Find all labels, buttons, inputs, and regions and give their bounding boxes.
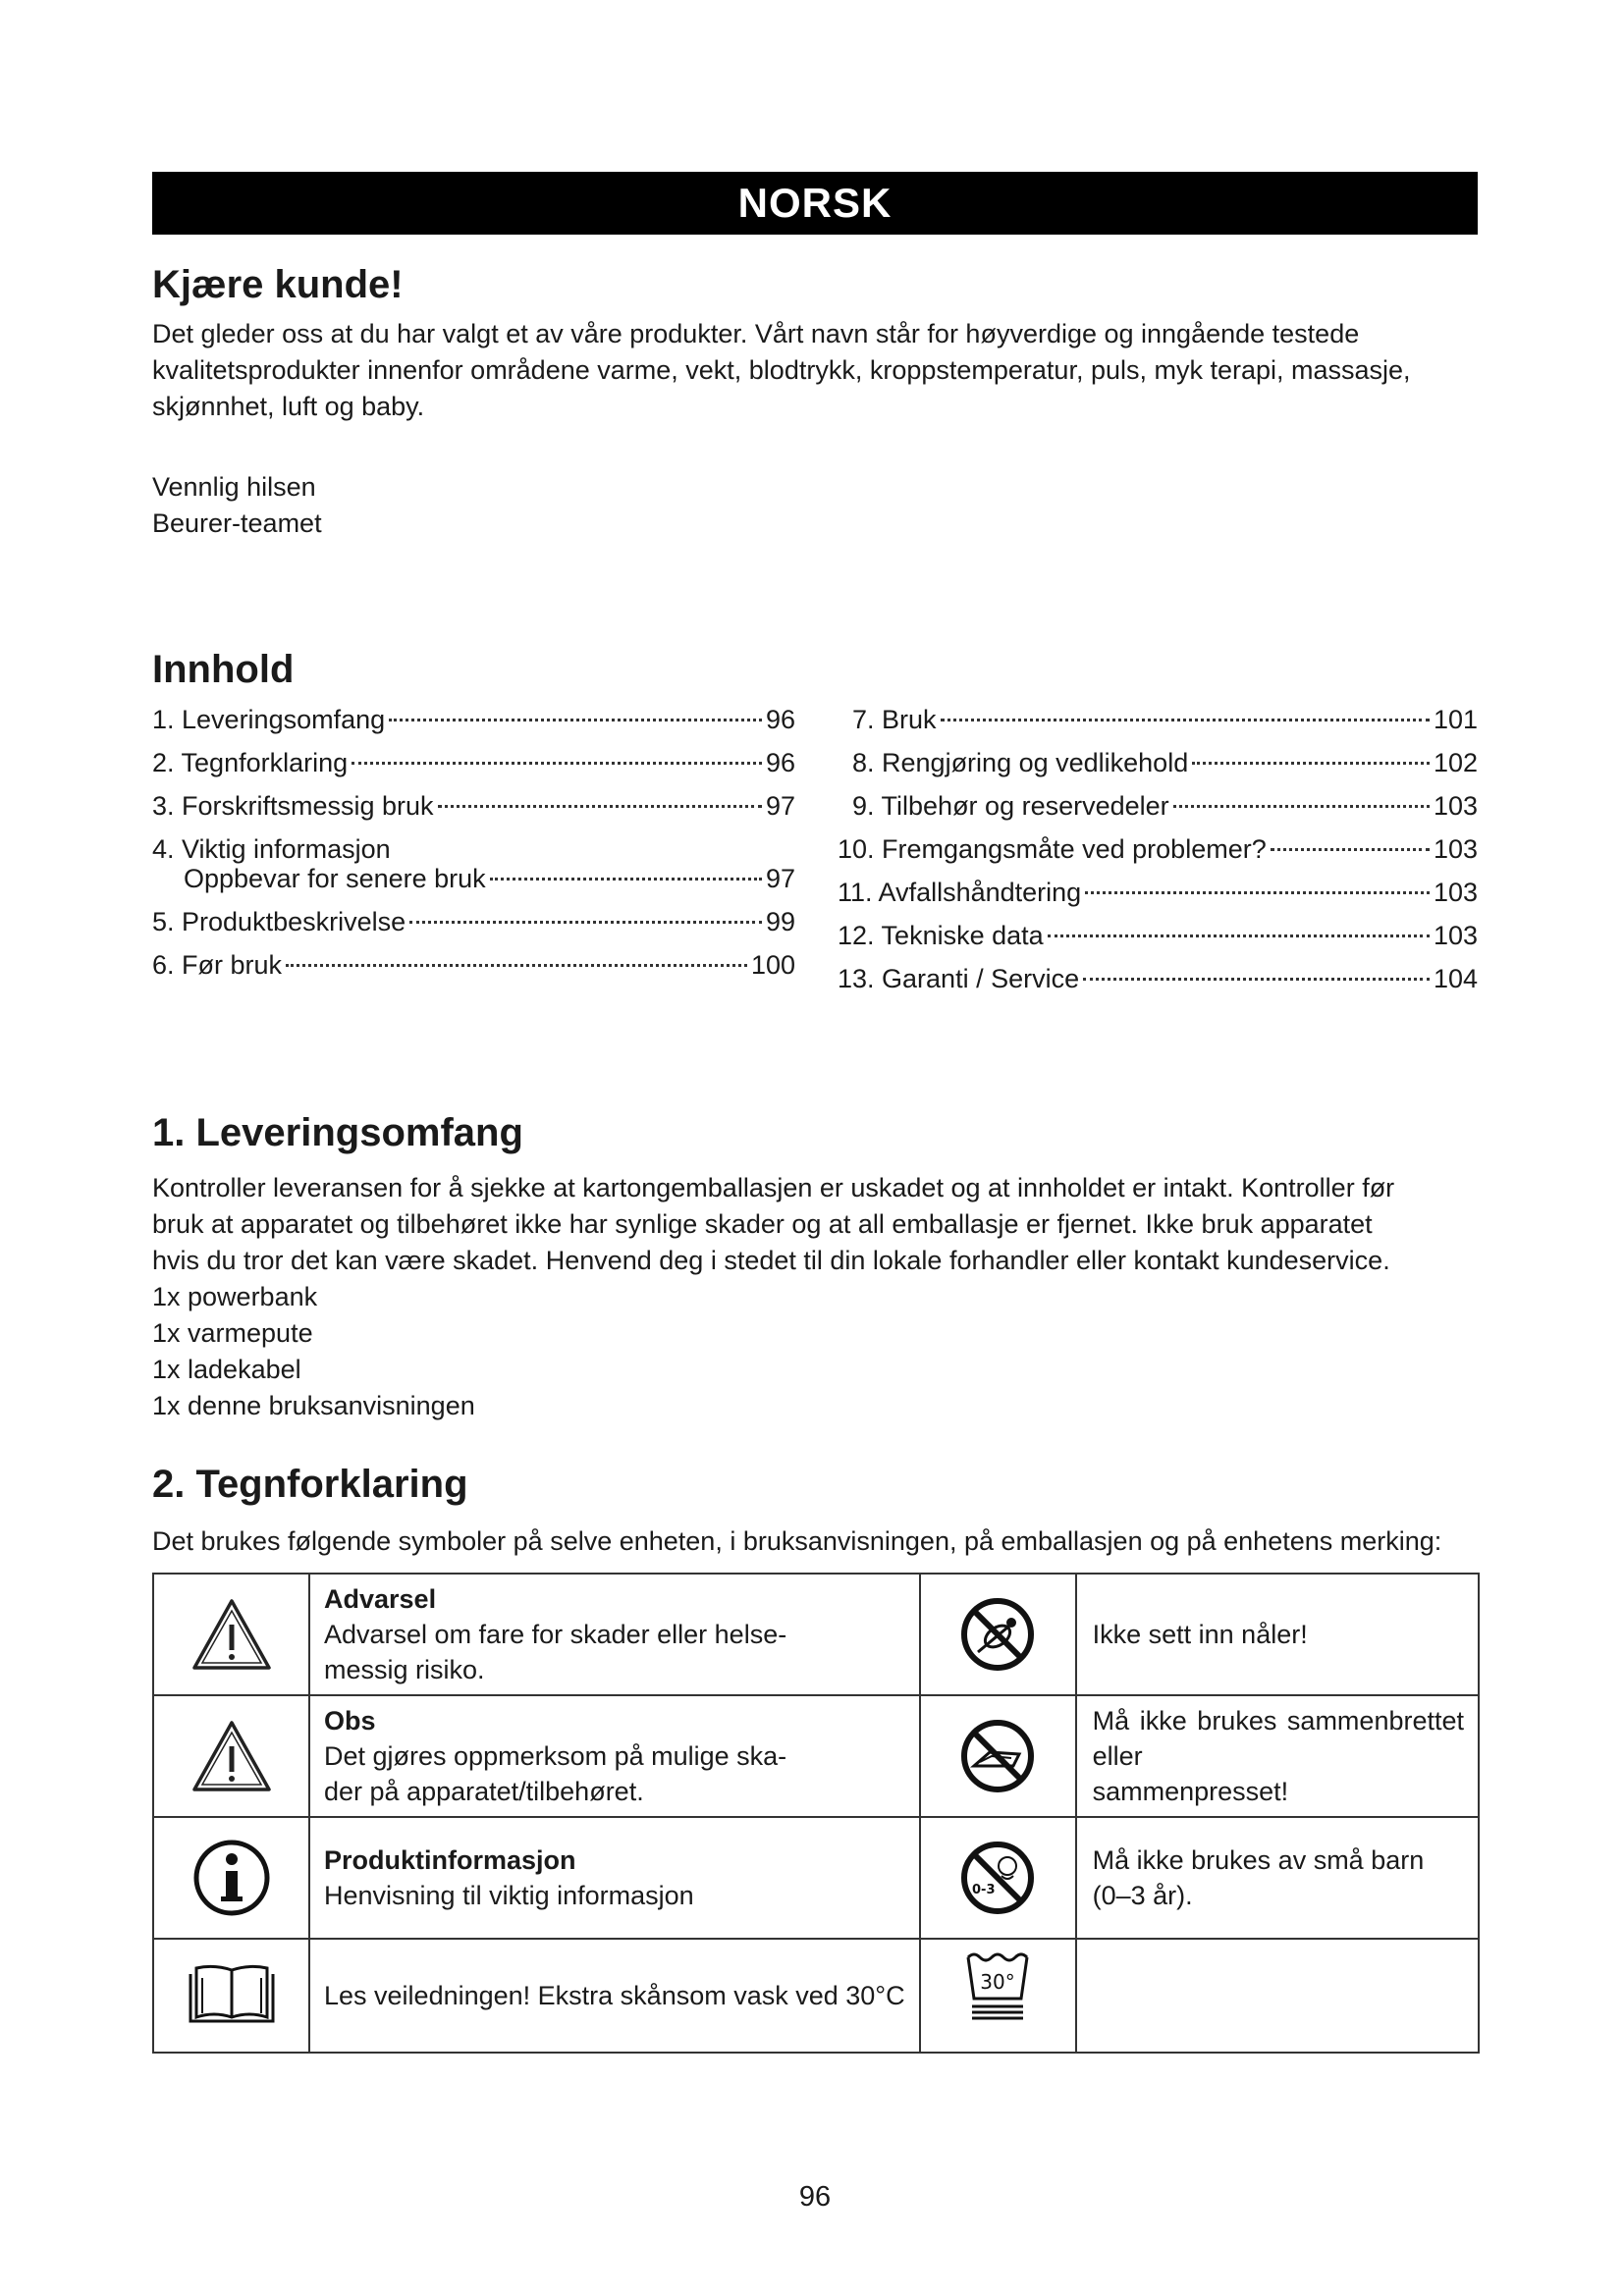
symbol-title: Advarsel — [324, 1584, 437, 1614]
no-folding-icon — [921, 1717, 1075, 1795]
section-1-title: 1. Leveringsomfang — [152, 1111, 523, 1154]
toc-page: 104 — [1433, 964, 1478, 993]
toc-leader — [352, 762, 762, 765]
section-2-title: 2. Tegnforklaring — [152, 1463, 468, 1506]
signoff-line: Vennlig hilsen — [152, 472, 316, 502]
symbol-description — [309, 1574, 920, 1695]
toc-entry[interactable] — [152, 907, 795, 950]
greeting-title: Kjære kunde! — [152, 263, 404, 306]
toc-label: 5. Produktbeskrivelse — [152, 907, 406, 936]
empty-cell — [1076, 1939, 1479, 2053]
page-number: 96 — [798, 2181, 832, 2213]
toc-label: 8. Rengjøring og vedlikehold — [852, 748, 1189, 777]
section-1-line: bruk at apparatet og tilbehøret ikke har synlige skader og at all emballasje er fjernet. Ikke bruk apparatet — [152, 1209, 1373, 1239]
toc-entry[interactable] — [838, 705, 1478, 748]
toc-right-column — [838, 705, 1478, 1007]
symbol-title: Obs — [324, 1706, 376, 1735]
toc-page: 103 — [1433, 791, 1478, 821]
toc-entry[interactable] — [152, 950, 795, 993]
toc-page: 102 — [1433, 748, 1478, 777]
greeting-signoff — [152, 469, 1478, 542]
toc-label: 1. Leveringsomfang — [152, 705, 386, 734]
toc-entry[interactable] — [838, 748, 1478, 791]
toc-label: 13. Garanti / Service — [838, 964, 1080, 993]
symbol-row — [153, 1695, 1479, 1817]
toc-label: Oppbevar for senere bruk — [184, 864, 486, 893]
toc-entry[interactable] — [838, 964, 1478, 1007]
signoff-line: Beurer-teamet — [152, 508, 322, 538]
section-1-body — [152, 1170, 1478, 1424]
symbol-icon-cell — [153, 1817, 309, 1939]
toc-label: 3. Forskriftsmessig bruk — [152, 791, 434, 821]
section-2-intro: Det brukes følgende symboler på selve enheten, i bruksanvisningen, på emballasjen og på enhetens merking: — [152, 1526, 1442, 1556]
toc-entry[interactable] — [838, 834, 1478, 878]
toc-label: 2. Tegnforklaring — [152, 748, 349, 777]
no-needles-icon — [921, 1595, 1075, 1674]
contents-title: Innhold — [152, 648, 295, 691]
toc-label: 11. Avfallshåndtering — [838, 878, 1082, 907]
toc-leader — [941, 719, 1430, 721]
symbol-table — [152, 1573, 1480, 2054]
toc-leader — [490, 878, 762, 881]
age-range-label: 0-3 — [972, 1883, 996, 1897]
symbol-row — [153, 1817, 1479, 1939]
toc-label: 4. Viktig informasjon — [152, 834, 391, 864]
symbol-text: Det gjøres oppmerksom på mulige ska- — [324, 1741, 787, 1771]
symbol-text: Advarsel om fare for skader eller helse- — [324, 1620, 787, 1649]
symbol-text: Les veiledningen! Ekstra skånsom vask ved 30°C — [324, 1981, 905, 2010]
symbol-description — [309, 1939, 920, 2053]
symbol-description — [1076, 1695, 1479, 1817]
info-icon — [154, 1837, 308, 1919]
toc-page: 97 — [765, 864, 795, 893]
wash-temperature-label: 30° — [980, 1970, 1015, 1994]
toc-entry[interactable] — [152, 834, 795, 864]
toc-label: 10. Fremgangsmåte ved problemer? — [838, 834, 1267, 864]
toc-leader — [1083, 978, 1430, 981]
symbol-icon-cell — [920, 1939, 1076, 2053]
delivery-item: 1x denne bruksanvisningen — [152, 1391, 475, 1420]
toc-entry[interactable] — [838, 878, 1478, 921]
symbol-icon-cell — [920, 1817, 1076, 1939]
caution-triangle-icon — [154, 1719, 308, 1793]
symbol-row — [153, 1574, 1479, 1695]
toc-entry[interactable] — [152, 791, 795, 834]
warning-triangle-icon — [154, 1597, 308, 1672]
symbol-description — [1076, 1817, 1479, 1939]
toc-leader — [1048, 934, 1430, 937]
toc-leader — [1173, 805, 1430, 808]
toc-entry[interactable] — [838, 791, 1478, 834]
toc-entry[interactable] — [152, 705, 795, 748]
toc-label: 7. Bruk — [852, 705, 937, 734]
greeting-line: skjønnhet, luft og baby. — [152, 392, 425, 421]
symbol-text: sammenpresset! — [1092, 1777, 1289, 1806]
read-manual-book-icon — [154, 1960, 308, 2031]
section-1-line: hvis du tror det kan være skadet. Henvend deg i stedet til din lokale forhandler eller kontakt kundeservice. — [152, 1246, 1390, 1275]
toc-leader — [409, 921, 762, 924]
toc-leader — [286, 964, 747, 967]
symbol-text: Ikke sett inn nåler! — [1092, 1620, 1308, 1649]
toc-page: 97 — [765, 791, 795, 821]
toc-leader — [438, 805, 762, 808]
greeting-line: kvalitetsprodukter innenfor områdene varme, vekt, blodtrykk, kroppstemperatur, puls, myk terapi, massasje, — [152, 355, 1411, 385]
symbol-icon-cell — [920, 1695, 1076, 1817]
toc-leader — [1271, 848, 1430, 851]
toc-page: 96 — [765, 705, 795, 734]
delivery-item: 1x ladekabel — [152, 1355, 301, 1384]
symbol-icon-cell — [153, 1939, 309, 2053]
greeting-body — [152, 316, 1478, 425]
toc-page: 101 — [1433, 705, 1478, 734]
wash-30-degrees-icon — [921, 1948, 1075, 2022]
symbol-icon-cell — [153, 1695, 309, 1817]
toc-label: 9. Tilbehør og reservedeler — [852, 791, 1169, 821]
language-header-bar — [152, 172, 1478, 235]
no-small-children-icon — [921, 1839, 1075, 1917]
symbol-text: der på apparatet/tilbehøret. — [324, 1777, 644, 1806]
symbol-row — [153, 1939, 1479, 2053]
toc-page: 99 — [765, 907, 795, 936]
symbol-description — [309, 1817, 920, 1939]
toc-label: 12. Tekniske data — [838, 921, 1044, 950]
symbol-description — [309, 1695, 920, 1817]
delivery-item: 1x powerbank — [152, 1282, 318, 1311]
delivery-item: 1x varmepute — [152, 1318, 313, 1348]
toc-page: 103 — [1433, 921, 1478, 950]
toc-leader — [389, 719, 762, 721]
toc-entry[interactable] — [152, 748, 795, 791]
symbol-text: Må ikke brukes av små barn (0–3 år). — [1092, 1845, 1425, 1910]
toc-leader — [1192, 762, 1430, 765]
symbol-text: Må ikke brukes sammenbrettet eller — [1092, 1706, 1464, 1771]
toc-entry[interactable] — [152, 864, 795, 907]
toc-page: 103 — [1433, 834, 1478, 864]
language-label: NORSK — [737, 180, 893, 226]
symbol-text: Henvisning til viktig informasjon — [324, 1881, 694, 1910]
toc-page: 100 — [750, 950, 795, 980]
symbol-icon-cell — [153, 1574, 309, 1695]
section-1-line: Kontroller leveransen for å sjekke at kartongemballasjen er uskadet og at innholdet er intakt. Kontroller før — [152, 1173, 1395, 1202]
toc-label: 6. Før bruk — [152, 950, 283, 980]
symbol-text: messig risiko. — [324, 1655, 485, 1684]
toc-page: 103 — [1433, 878, 1478, 907]
symbol-description — [1076, 1574, 1479, 1695]
greeting-line: Det gleder oss at du har valgt et av våre produkter. Vårt navn står for høyverdige og inngående testede — [152, 319, 1360, 348]
symbol-title: Produktinformasjon — [324, 1845, 576, 1875]
toc-leader — [1085, 891, 1430, 894]
toc-page: 96 — [765, 748, 795, 777]
toc-entry[interactable] — [838, 921, 1478, 964]
symbol-icon-cell — [920, 1574, 1076, 1695]
toc-left-column — [152, 705, 795, 993]
